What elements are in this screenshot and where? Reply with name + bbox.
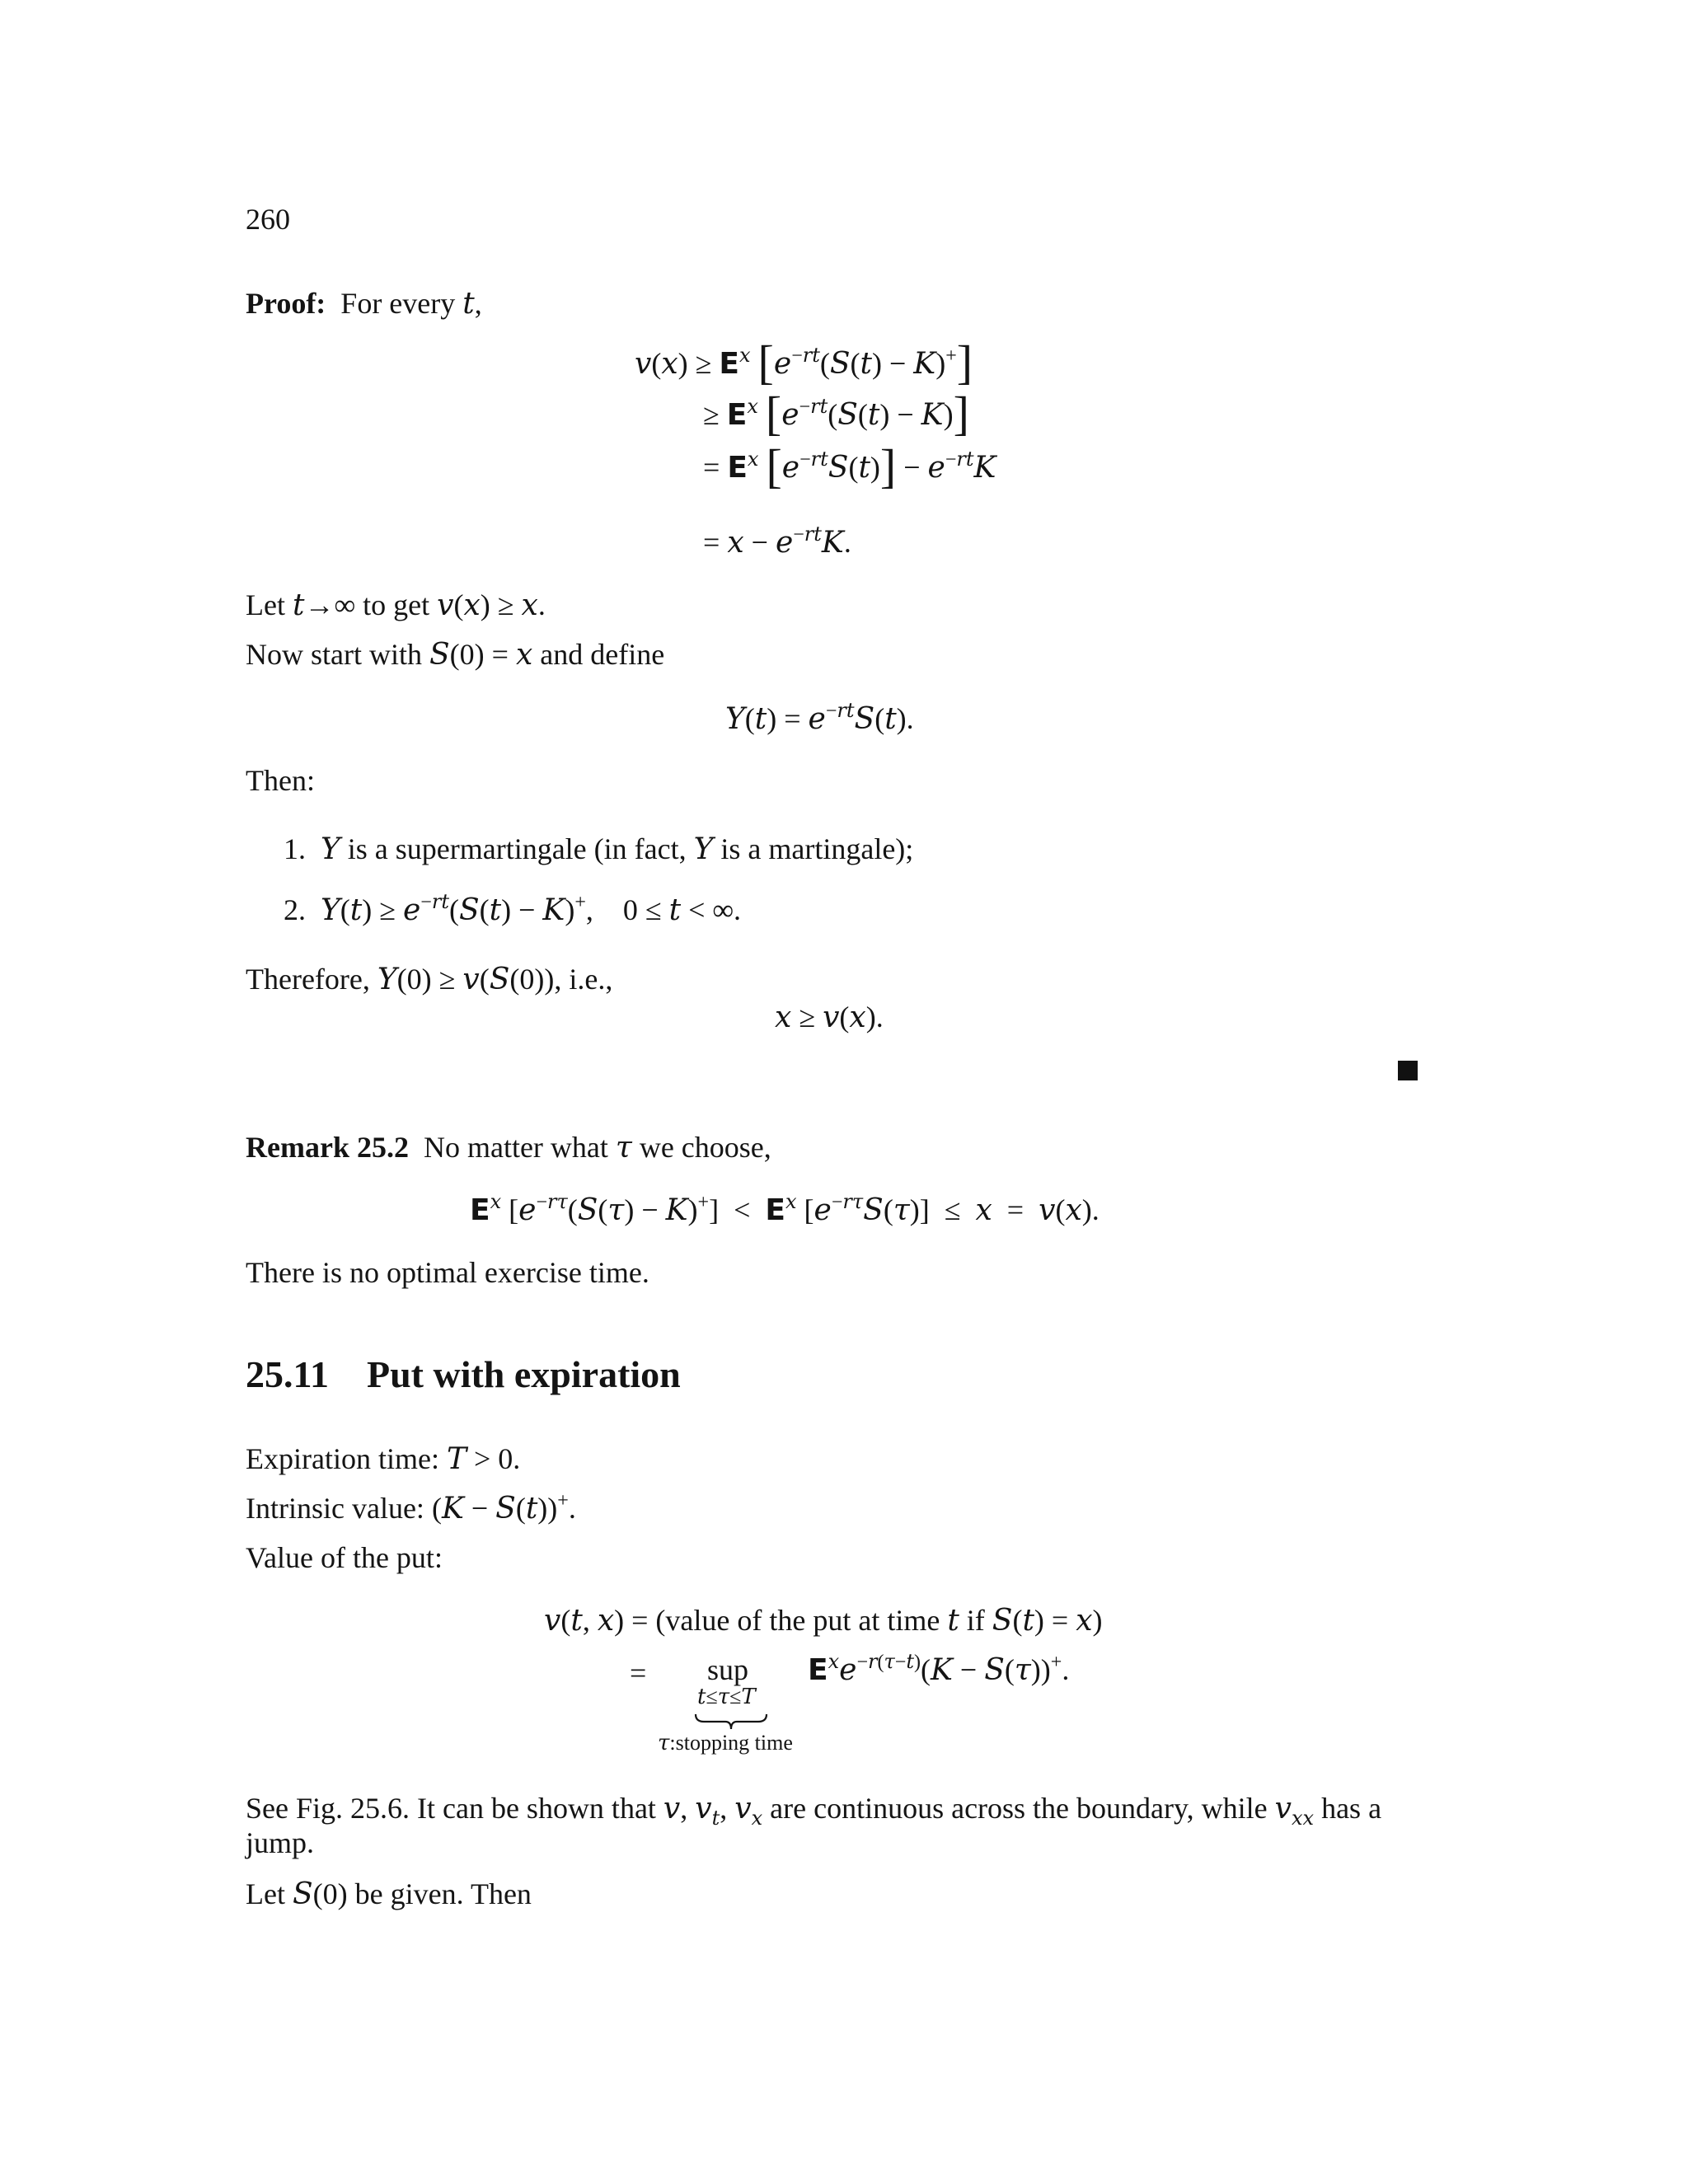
equation-sup-sub: t≤τ≤T — [697, 1685, 756, 1709]
then-line: Then: — [246, 764, 315, 797]
equation-x-ge-v: x ≥ v(x). — [775, 1001, 884, 1034]
proof-intro: For every — [340, 287, 456, 320]
therefore-line: Therefore, Y(0) ≥ v(S(0)), i.e., — [246, 963, 613, 996]
list-item-1: 1. Y is a supermartingale (in fact, Y is a martingale); — [284, 832, 914, 866]
remark-label: Remark 25.2 — [246, 1131, 409, 1164]
equation-put-def-1: v(t, x) = (value of the put at time t if S(t) = x) — [544, 1604, 1103, 1638]
section-number: 25.11 — [246, 1353, 329, 1395]
section-heading — [246, 1352, 681, 1398]
value-put-line: Value of the put: — [246, 1541, 443, 1574]
see-fig-line: See Fig. 25.6. It can be shown that v, $v_t$, $v_x$ are continuous across the boundary, while $v_{xx}$ has a — [246, 1792, 1382, 1830]
proof-t: t — [462, 287, 475, 321]
equation-line-4: = $x - e^{-rt}K$. — [703, 523, 851, 560]
page-number: 260 — [246, 203, 290, 236]
jump-line: jump. — [246, 1826, 315, 1859]
expiration-line: Expiration time: T > 0. — [246, 1442, 521, 1476]
equation-line-2: ≥ $E^x$ $[e^{-rt}(S(t) - K)]$ — [703, 387, 969, 440]
equation-line-3: = $E^x$ $[e^{-rt}S(t)] - e^{-rt}K$ — [703, 439, 996, 493]
equation-sup: sup — [707, 1653, 749, 1686]
qed-symbol — [1398, 1061, 1418, 1080]
proof-line: Proof: For every t, — [246, 287, 482, 321]
equation-remark: $E^x$ $[e^{-r\tau}(S(\tau) - K)^+] < E^x$ $[e^{-r\tau}S(\tau)] \le x = v(x)$. — [470, 1190, 1100, 1227]
remark-line: Remark 25.2 No matter what τ we choose, — [246, 1131, 771, 1165]
let-t-line: Let t→∞ to get v(x) ≥ x. — [246, 588, 546, 622]
let-s0-line: Let S(0) be given. Then — [246, 1877, 532, 1911]
equation-put-def-2-rhs: $E^xe^{-r(\tau-t)}(K - S(\tau))^+$. — [808, 1650, 1070, 1687]
section-title: Put with expiration — [366, 1353, 681, 1395]
no-optimal-line: There is no optimal exercise time. — [246, 1256, 649, 1289]
intrinsic-line: Intrinsic value: (K − S(t))+. — [246, 1490, 576, 1526]
underbrace-icon — [694, 1713, 768, 1731]
list-item-2: 2. $Y(t) \ge e^{-rt}(S(t) - K)^+$, 0 ≤ t < ∞. — [284, 890, 742, 927]
equation-put-def-2-eq: = — [630, 1657, 647, 1690]
equation-Y-def: $Y(t) = e^{-rt}S(t)$. — [725, 699, 914, 736]
equation-stopping-time: τ:stopping time — [658, 1731, 793, 1755]
proof-label: Proof: — [246, 287, 326, 320]
equation-line-1: $v(x) \ge E^x$ $[e^{-rt}(S(t) - K)^+]$ — [635, 335, 973, 389]
now-start-line: Now start with S(0) = x and define — [246, 638, 665, 672]
